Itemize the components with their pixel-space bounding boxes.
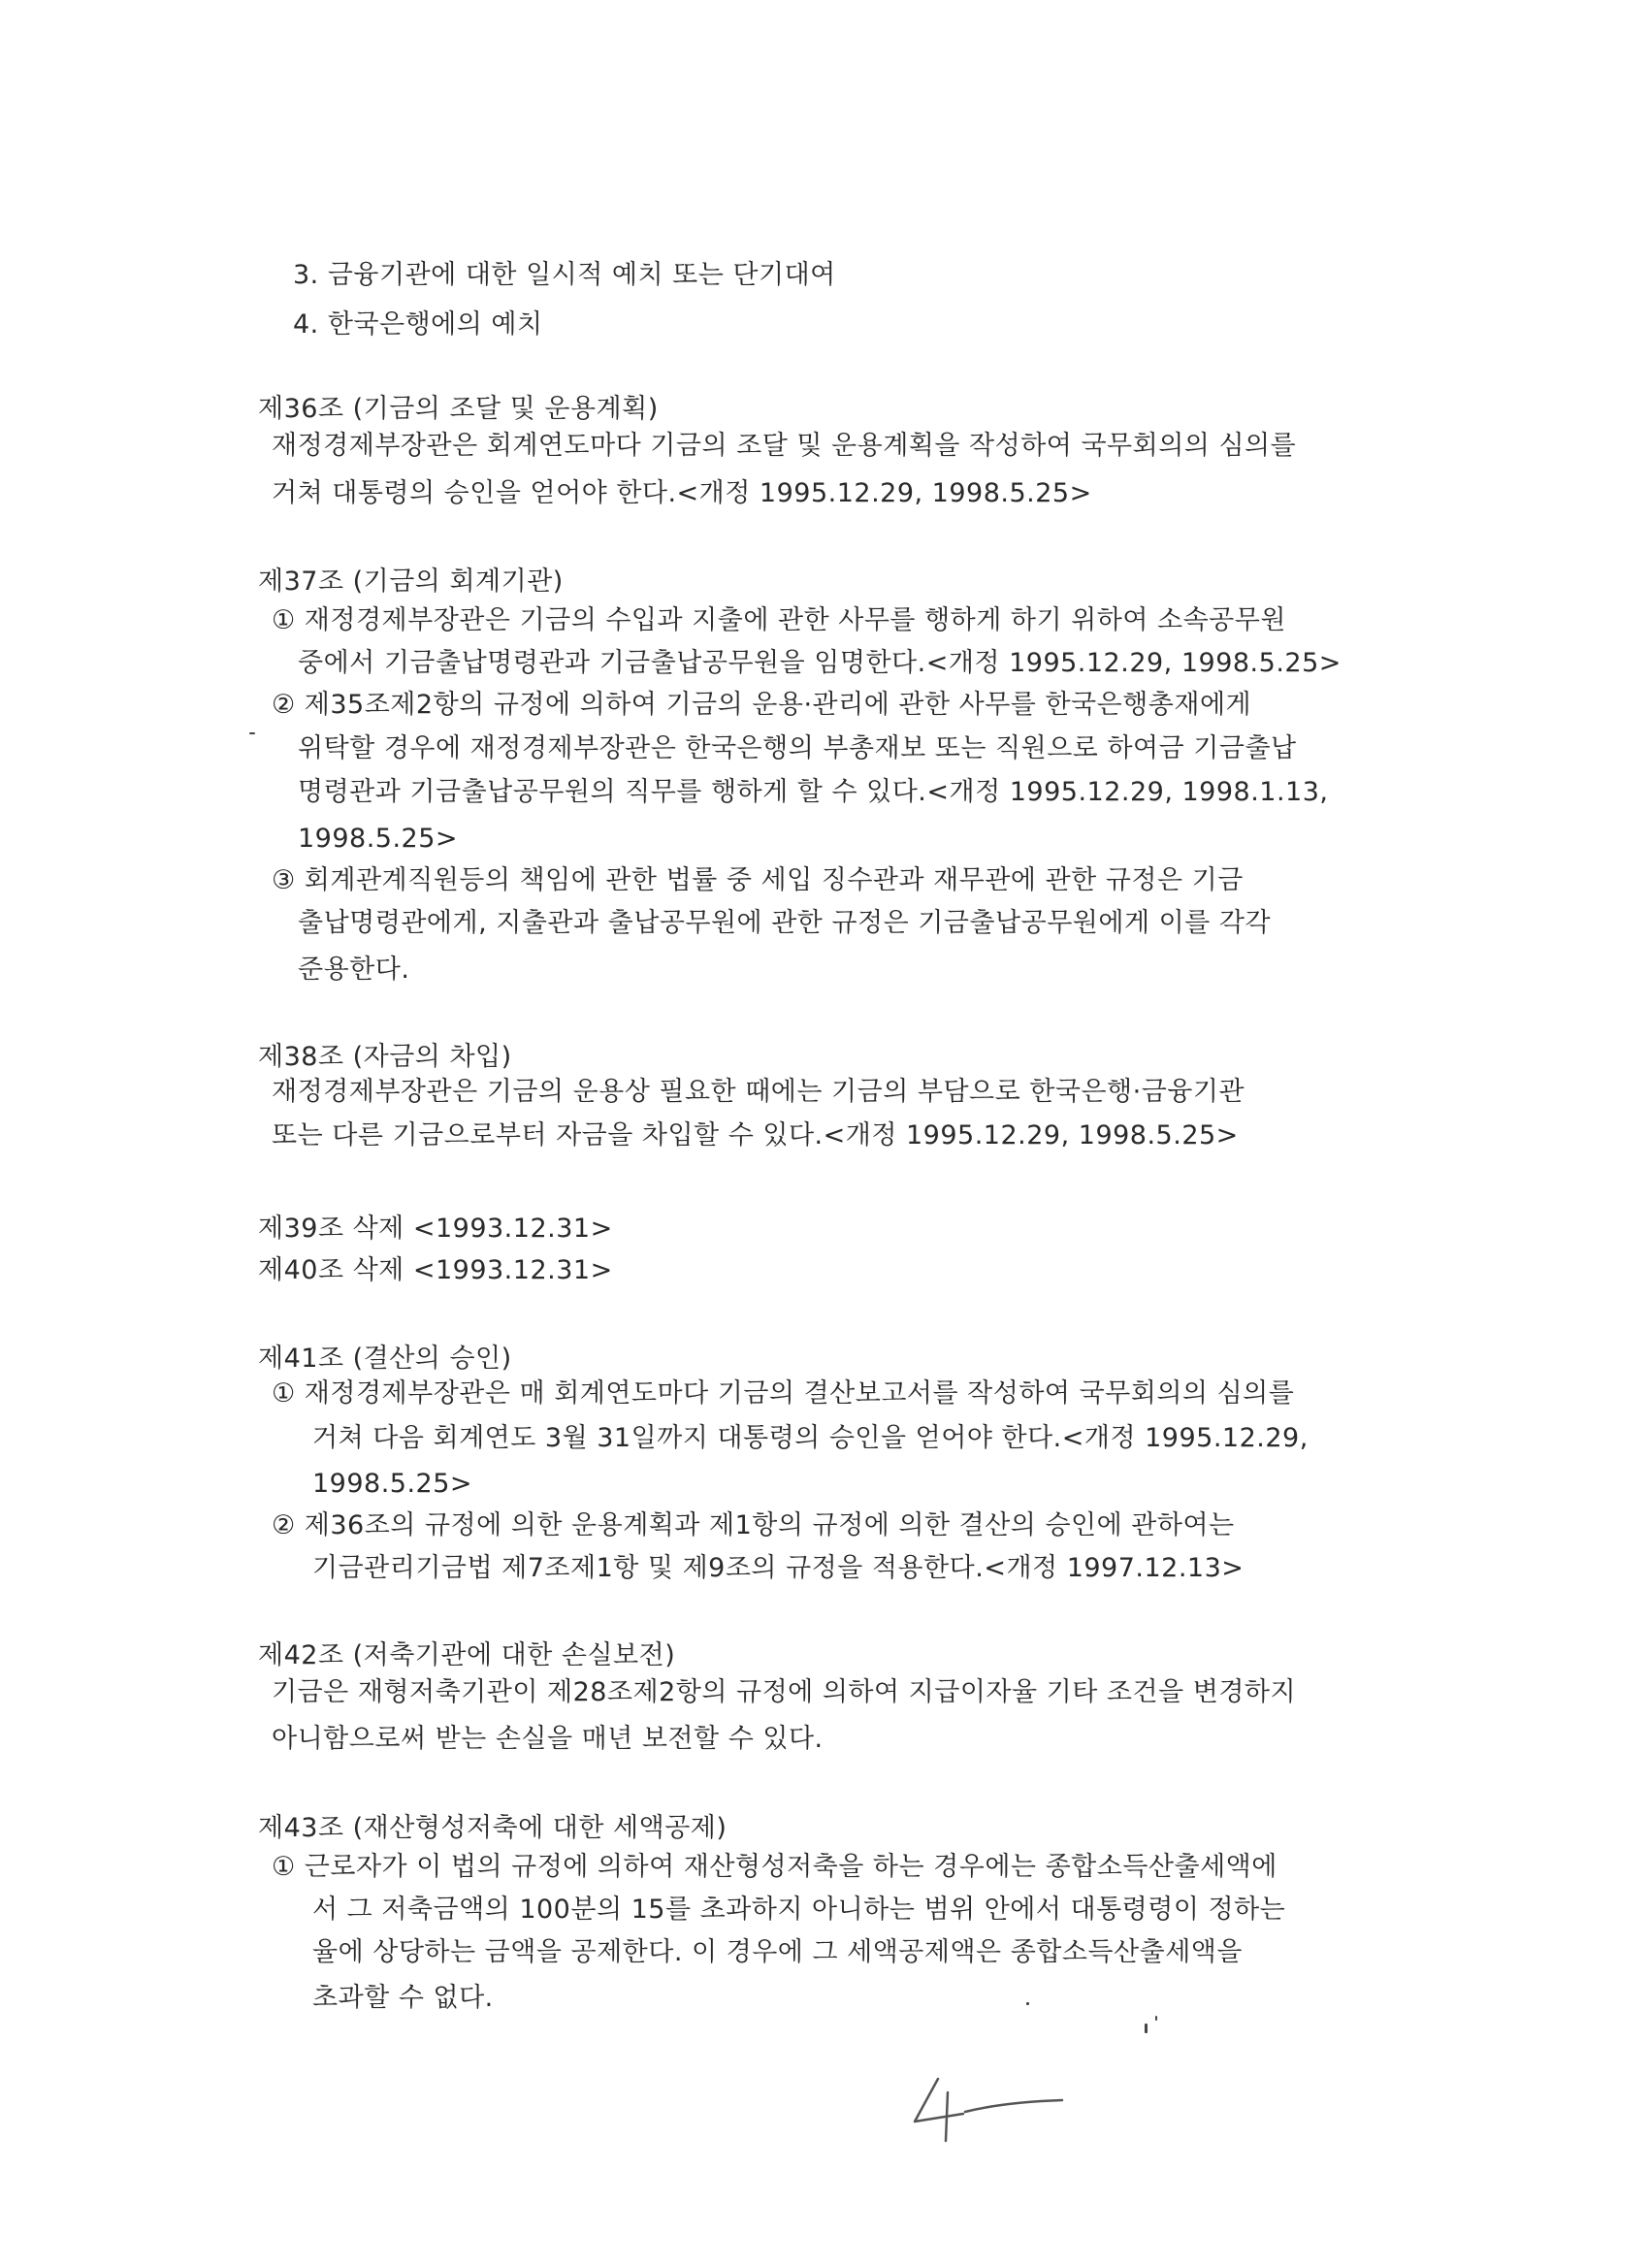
article-37-para3-line3: 준용한다. <box>298 955 410 985</box>
article-42-text-1: 기금은 재형저축기관이 제28조제2항의 규정에 의하여 지급이자율 기타 조건을 변경하지 <box>272 1677 1297 1707</box>
item-3-line: 3. 금융기관에 대한 일시적 예치 또는 단기대여 <box>293 260 836 290</box>
article-40-line: 제40조 삭제 <1993.12.31> <box>258 1255 613 1285</box>
article-38-heading: 제38조 (자금의 차입) <box>258 1042 512 1072</box>
article-37-para2-line2: 위탁할 경우에 재정경제부장관은 한국은행의 부총재보 또는 직원으로 하여금 기금출납 <box>298 733 1297 763</box>
handwritten-page-number-mark <box>897 2071 1072 2149</box>
scan-speck <box>249 732 255 734</box>
article-37-para3-line1: ③ 회계관계직원등의 책임에 관한 법률 중 세입 징수관과 재무관에 관한 규정은 기금 <box>272 865 1244 895</box>
article-36-text-2: 거쳐 대통령의 승인을 얻어야 한다.<개정 1995.12.29, 1998.5.25> <box>272 478 1092 508</box>
article-43-para1-line4: 초과할 수 없다. <box>312 1983 494 2013</box>
article-43-para1-line3: 율에 상당하는 금액을 공제한다. 이 경우에 그 세액공제액은 종합소득산출세액을 <box>312 1937 1243 1967</box>
article-39-line: 제39조 삭제 <1993.12.31> <box>258 1214 613 1244</box>
article-42-text-2: 아니함으로써 받는 손실을 매년 보전할 수 있다. <box>272 1724 824 1754</box>
article-41-para2-line2: 기금관리기금법 제7조제1항 및 제9조의 규정을 적용한다.<개정 1997.12.13> <box>312 1553 1245 1583</box>
article-43-para1-line2: 서 그 저축금액의 100분의 15를 초과하지 아니하는 범위 안에서 대통령령이 정하는 <box>312 1895 1286 1925</box>
article-41-para2-line1: ② 제36조의 규정에 의한 운용계획과 제1항의 규정에 의한 결산의 승인에 관하여는 <box>272 1510 1235 1540</box>
article-37-para3-line2: 출납명령관에게, 지출관과 출납공무원에 관한 규정은 기금출납공무원에게 이를 각각 <box>298 908 1272 938</box>
article-37-para2-line1: ② 제35조제2항의 규정에 의하여 기금의 운용·관리에 관한 사무를 한국은행총재에게 <box>272 690 1252 720</box>
article-37-para2-line4: 1998.5.25> <box>298 824 459 854</box>
article-36-heading: 제36조 (기금의 조달 및 운용계획) <box>258 394 659 424</box>
article-41-para1-line2: 거쳐 다음 회계연도 3월 31일까지 대통령의 승인을 얻어야 한다.<개정 1995.12.29, <box>312 1423 1309 1453</box>
article-41-para1-line1: ① 재정경제부장관은 매 회계연도마다 기금의 결산보고서를 작성하여 국무회의의 심의를 <box>272 1378 1295 1409</box>
item-4-line: 4. 한국은행에의 예치 <box>293 309 543 340</box>
article-37-para1-line2: 중에서 기금출납명령관과 기금출납공무원을 임명한다.<개정 1995.12.29, 1998.5.25> <box>298 648 1342 678</box>
article-38-text-1: 재정경제부장관은 기금의 운용상 필요한 때에는 기금의 부담으로 한국은행·금융기관 <box>272 1077 1245 1107</box>
article-43-heading: 제43조 (재산형성저축에 대한 세액공제) <box>258 1813 728 1843</box>
article-38-text-2: 또는 다른 기금으로부터 자금을 차입할 수 있다.<개정 1995.12.29, 1998.5.25> <box>272 1120 1239 1150</box>
article-36-text-1: 재정경제부장관은 회계연도마다 기금의 조달 및 운용계획을 작성하여 국무회의의 심의를 <box>272 431 1297 461</box>
scan-speck <box>1145 2024 1148 2033</box>
article-42-heading: 제42조 (저축기관에 대한 손실보전) <box>258 1640 676 1670</box>
article-37-heading: 제37조 (기금의 회계기관) <box>258 567 564 597</box>
scan-speck <box>1155 2016 1157 2021</box>
article-41-para1-line3: 1998.5.25> <box>312 1469 473 1499</box>
article-37-para2-line3: 명령관과 기금출납공무원의 직무를 행하게 할 수 있다.<개정 1995.12.29, 1998.1.13, <box>298 777 1329 807</box>
article-43-para1-line1: ① 근로자가 이 법의 규정에 의하여 재산형성저축을 하는 경우에는 종합소득산출세액에 <box>272 1852 1277 1882</box>
scan-speck <box>1026 2002 1029 2005</box>
article-37-para1-line1: ① 재정경제부장관은 기금의 수입과 지출에 관한 사무를 행하게 하기 위하여 소속공무원 <box>272 605 1286 635</box>
article-41-heading: 제41조 (결산의 승인) <box>258 1344 512 1374</box>
